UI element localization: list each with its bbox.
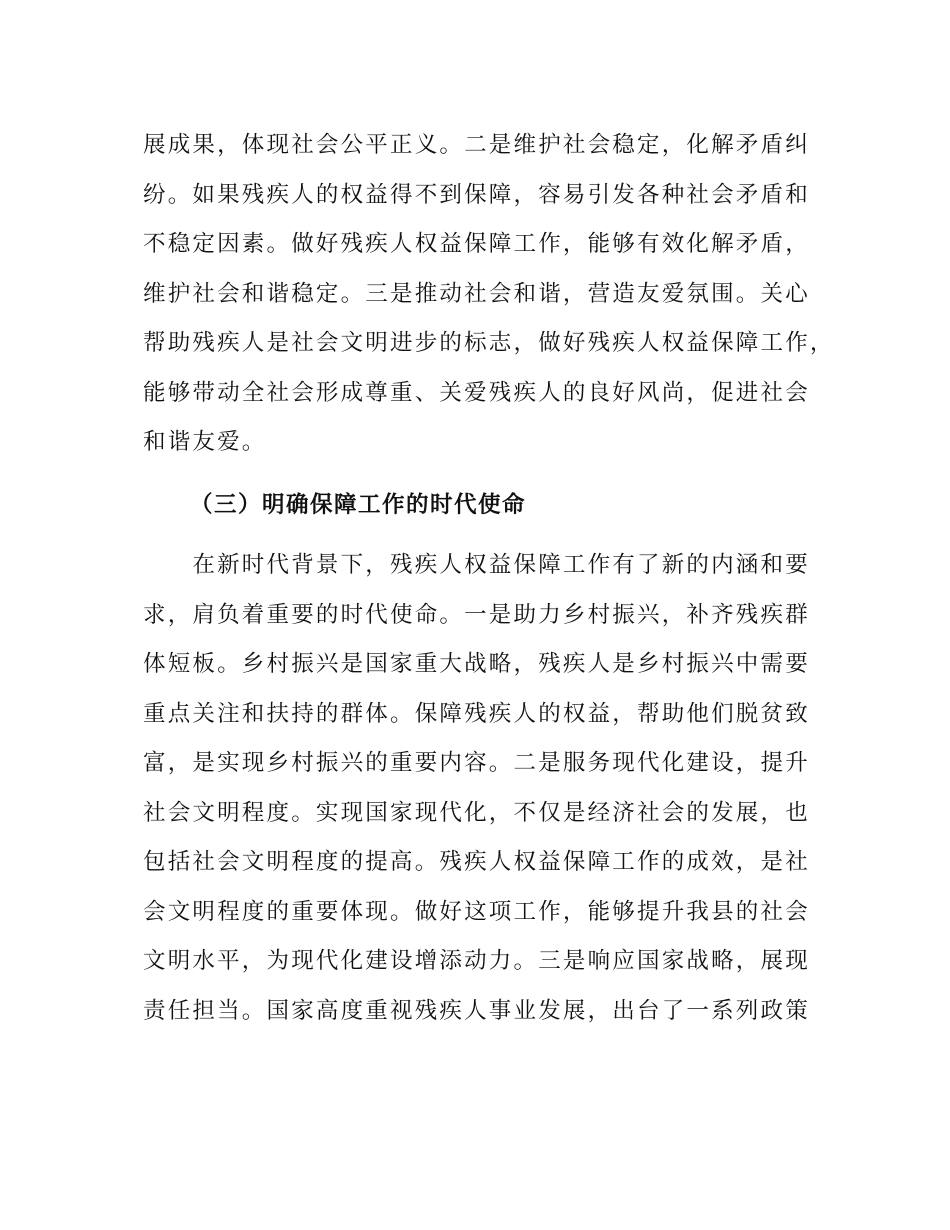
paragraph-line: 纷。如果残疾人的权益得不到保障，容易引发各种社会矛盾和: [143, 181, 810, 208]
paragraph-line: 能够带动全社会形成尊重、关爱残疾人的良好风尚，促进社会: [143, 379, 810, 406]
paragraph-line: 富，是实现乡村振兴的重要内容。二是服务现代化建设，提升: [143, 750, 810, 776]
paragraph-line: 包括社会文明程度的提高。残疾人权益保障工作的成效，是社: [143, 849, 810, 875]
paragraph-2: [143, 541, 823, 1036]
paragraph-line: 在新时代背景下，残疾人权益保障工作有了新的内涵和要: [143, 552, 810, 578]
paragraph-line: 维护社会和谐稳定。三是推动社会和谐，营造友爱氛围。关心: [143, 280, 810, 307]
paragraph-line: 帮助残疾人是社会文明进步的标志，做好残疾人权益保障工作，: [143, 330, 835, 356]
paragraph-line: 不稳定因素。做好残疾人权益保障工作，能够有效化解矛盾，: [143, 231, 810, 257]
paragraph-line: 社会文明程度。实现国家现代化，不仅是经济社会的发展，也: [143, 799, 810, 826]
paragraph-line: 体短板。乡村振兴是国家重大战略，残疾人是乡村振兴中需要: [143, 651, 810, 677]
paragraph-line: 文明水平，为现代化建设增添动力。三是响应国家战略，展现: [143, 948, 810, 974]
section-heading: （三）明确保障工作的时代使命: [190, 492, 527, 518]
paragraph-line: 责任担当。国家高度重视残疾人事业发展，出台了一系列政策: [143, 997, 810, 1024]
paragraph-line: 展成果，体现社会公平正义。二是维护社会稳定，化解矛盾纠: [143, 132, 810, 158]
paragraph-line: 会文明程度的重要体现。做好这项工作，能够提升我县的社会: [143, 898, 810, 925]
paragraph-line: 和谐友爱。: [143, 429, 267, 455]
paragraph-line: 求，肩负着重要的时代使命。一是助力乡村振兴，补齐残疾群: [143, 601, 810, 628]
paragraph-line: 重点关注和扶持的群体。保障残疾人的权益，帮助他们脱贫致: [143, 700, 810, 727]
paragraph-1: [143, 121, 835, 468]
